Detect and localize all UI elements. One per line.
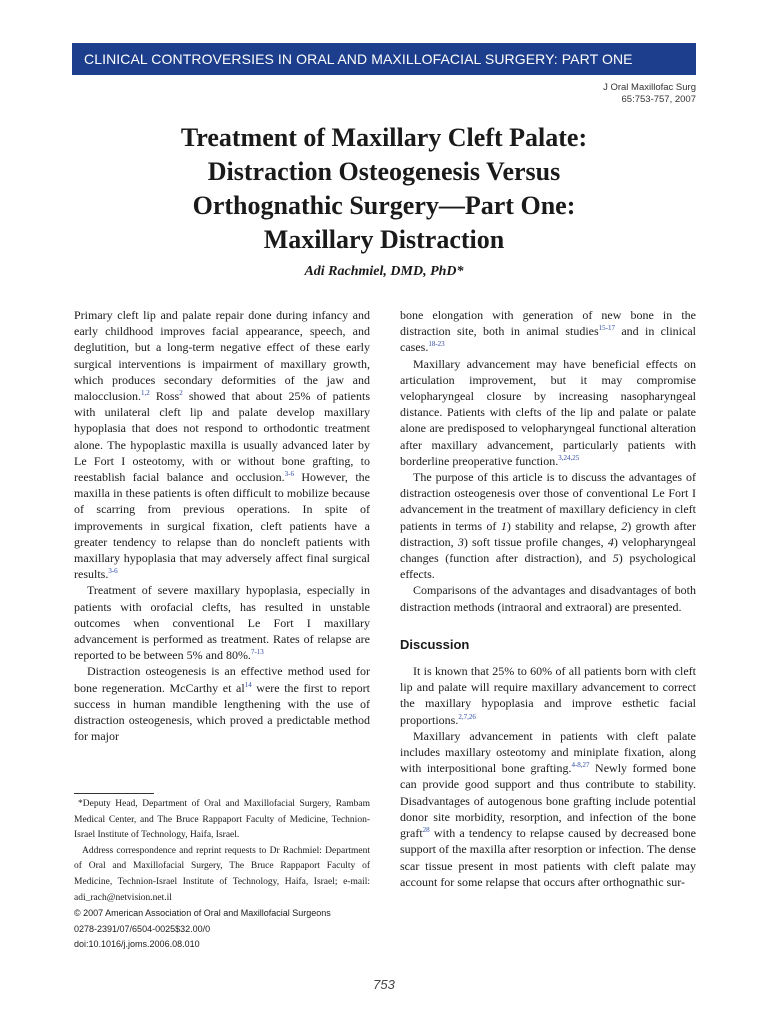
paragraph-text: and in clinical cases. bbox=[400, 324, 696, 355]
page-number: 753 bbox=[373, 977, 395, 992]
list-number: 2 bbox=[621, 518, 628, 533]
section-heading-discussion: Discussion bbox=[400, 636, 470, 652]
reference-link[interactable]: 3-6 bbox=[284, 470, 294, 479]
paragraph bbox=[400, 582, 696, 614]
journal-citation bbox=[603, 82, 696, 106]
journal-volume: 65:753-757, 2007 bbox=[621, 94, 696, 105]
reference-link[interactable]: 2,7,26 bbox=[458, 712, 476, 721]
paragraph-text: with a tendency to relapse caused by decreased bone support of the maxilla after resorption or infection. The dense scar tissue present in most patients with cleft palate may account for some relapse that occurs after orthognathic sur- bbox=[400, 826, 696, 889]
paragraph bbox=[400, 307, 696, 356]
paragraph-text: ) velopharyngeal changes (function after distraction), and bbox=[400, 534, 697, 566]
paragraph-text: showed that about 25% of patients with unilateral cleft lip and palate develop maxillary hypoplasia that does not respond to orthodontic treatment alone. The hypoplastic maxilla is usually advanced later by Le Fort I osteotomy, with or without bone grafting, to reestablish facial balance and occlusion. bbox=[74, 389, 371, 485]
journal-name: J Oral Maxillofac Surg bbox=[603, 82, 696, 93]
list-number: 1 bbox=[500, 518, 507, 533]
footnotes bbox=[74, 797, 370, 953]
paragraph-text: Treatment of severe maxillary hypoplasia, especially in patients with orofacial clefts, has resulted in unstable outcomes when conventional Le Fort I maxillary advancement is performed as treatment. Rates of relapse are reported to be between 5% and 80%. bbox=[74, 583, 370, 663]
right-column bbox=[400, 307, 696, 890]
paragraph-text: ) growth after distraction, bbox=[400, 518, 696, 549]
reference-link[interactable]: 18-23 bbox=[428, 340, 445, 349]
title-line: Orthognathic Surgery—Part One: bbox=[192, 191, 576, 220]
paragraph bbox=[400, 728, 696, 890]
title-line: Treatment of Maxillary Cleft Palate: bbox=[180, 123, 588, 152]
footnote-affiliation: *Deputy Head, Department of Oral and Maxillofacial Surgery, Rambam Medical Center, and The Bruce Rappaport Faculty of Medicine, Technion-Israel Institute of Technology, Haifa, Israel. bbox=[74, 799, 370, 841]
title-line: Distraction Osteogenesis Versus bbox=[207, 157, 561, 186]
author-byline: Adi Rachmiel, DMD, PhD* bbox=[304, 264, 464, 279]
reference-link[interactable]: 4-8,27 bbox=[571, 761, 590, 770]
paragraph-text: It is known that 25% to 60% of all patients born with cleft lip and palate will require maxillary advancement to correct the maxillary hypoplasia and improve esthetic facial proportions. bbox=[400, 664, 696, 727]
paragraph-text: Primary cleft lip and palate repair done during infancy and early childhood improves facial appearance, speech, and deglutition, but a long-term negative effect of these early surgical interventions is impairment of maxillary growth, which produces secondary deformities of the jaw and malocclusion. bbox=[74, 308, 370, 404]
left-column bbox=[74, 307, 370, 744]
paragraph-text: However, the maxilla in these patients is often difficult to mobilize because of scarring from previous operations. In spite of improvements in surgical fixation, cleft patients have a greater tendency to relapse than do noncleft patients with maxillary hypoplasia that may adversely affect final surgical results. bbox=[74, 470, 370, 582]
paragraph-text: bone elongation with generation of new bone in the distraction site, both in animal studies bbox=[400, 308, 696, 339]
paragraph-text: Comparisons of the advantages and disadvantages of both distraction methods (intraoral and extraoral) are presented. bbox=[400, 583, 696, 614]
list-number: 5 bbox=[612, 551, 619, 566]
paragraph-text: Maxillary advancement may have beneficial effects on articulation improvement, but it may compromise velopharyngeal closure by increasing nasopharyngeal distance. Patients with clefts of the lip and palate or palate alone are predisposed to velopharyngeal functional alteration after maxillary advancement, particularly patients with borderline preoperative function. bbox=[400, 356, 696, 468]
reference-link[interactable]: 28 bbox=[422, 826, 430, 835]
paragraph-text: Ross bbox=[149, 389, 180, 404]
paragraph-text: were the first to report success in human mandible lengthening with the use of distraction osteogenesis, which proved a predictable method for major bbox=[74, 680, 370, 744]
reference-link[interactable]: 7-13 bbox=[250, 648, 264, 657]
reference-link[interactable]: 2 bbox=[179, 389, 183, 398]
list-number: 4 bbox=[607, 534, 614, 549]
footnote-copyright: © 2007 American Association of Oral and Maxillofacial Surgeons bbox=[74, 908, 331, 919]
paragraph bbox=[74, 663, 370, 744]
paragraph bbox=[74, 307, 370, 582]
reference-link[interactable]: 1,2 bbox=[140, 389, 150, 398]
reference-link[interactable]: 3-6 bbox=[108, 567, 118, 576]
footnote-doi[interactable]: doi:10.1016/j.joms.2006.08.010 bbox=[74, 939, 200, 950]
footnote-correspondence: Address correspondence and reprint requests to Dr Rachmiel: Department of Oral and Maxillofacial Surgery, The Bruce Rappaport Faculty of Medicine, Technion-Israel Institute of Technology, Haifa, Israel; e-mail: adi_rach@netvision.net.il bbox=[74, 845, 370, 903]
reference-link[interactable]: 15-17 bbox=[598, 324, 615, 333]
paragraph-text: ) stability and relapse, bbox=[506, 518, 622, 533]
paragraph bbox=[400, 469, 696, 582]
section-banner: CLINICAL CONTROVERSIES IN ORAL AND MAXILLOFACIAL SURGERY: PART ONE bbox=[72, 43, 696, 75]
paragraph bbox=[400, 356, 696, 469]
paragraph-text: ) soft tissue profile changes, bbox=[463, 534, 608, 549]
title-line: Maxillary Distraction bbox=[263, 225, 505, 254]
paragraph-text: ) psychological effects. bbox=[400, 551, 696, 582]
footnote-issn: 0278-2391/07/6504-0025$32.00/0 bbox=[74, 923, 211, 934]
reference-link[interactable]: 14 bbox=[244, 680, 252, 689]
paragraph-text: Maxillary advancement in patients with cleft palate includes maxillary osteotomy and miniplate fixation, along with interpositional bone grafting. bbox=[400, 728, 696, 776]
paragraph bbox=[74, 582, 370, 663]
article-title bbox=[72, 121, 696, 257]
paragraph-text: The purpose of this article is to discuss the advantages of distraction osteogenesis over those of conventional Le Fort I advancement in the treatment of maxillary deficiency in cleft patients in terms of bbox=[400, 470, 696, 533]
paragraph-text: Distraction osteogenesis is an effective method used for bone regeneration. McCarthy et al bbox=[74, 664, 370, 695]
footnote-divider bbox=[74, 793, 154, 794]
list-number: 3 bbox=[457, 534, 464, 549]
paragraph bbox=[400, 663, 696, 728]
reference-link[interactable]: 3,24,25 bbox=[558, 453, 580, 462]
paragraph-text: Newly formed bone can provide good support and thus contribute to stability. Disadvantages of autogenous bone grafting include potential donor site morbidity, resorption, and infection of the bone graft bbox=[400, 761, 696, 841]
